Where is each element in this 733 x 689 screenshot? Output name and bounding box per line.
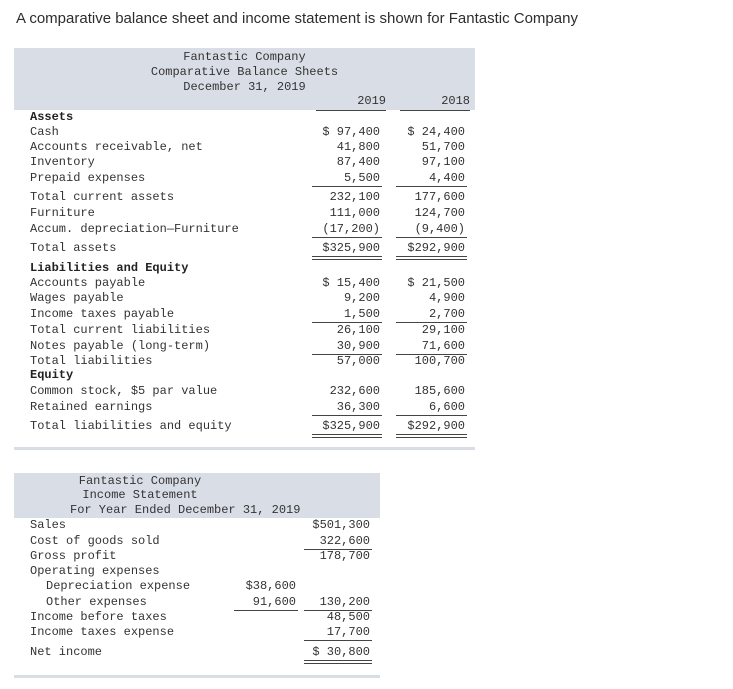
- bs-bottom-border: [14, 447, 475, 450]
- bs-row-label: Income taxes payable: [30, 307, 175, 321]
- year-2018-header: 2018: [400, 94, 470, 111]
- is-row-label: Gross profit: [30, 549, 117, 563]
- is-row: [14, 564, 380, 580]
- bs-value-2018: 4,900: [428, 291, 465, 305]
- bs-row: [14, 241, 475, 257]
- is-row: [14, 645, 380, 661]
- is-outer-value: $ 30,800: [306, 645, 370, 659]
- bs-value-2018: $292,900: [398, 419, 465, 433]
- bs-row-label: Accounts receivable, net: [30, 140, 203, 154]
- bs-value-2018: 124,700: [414, 206, 465, 220]
- bs-value-2018: 51,700: [421, 140, 465, 154]
- balance-sheet-header: [14, 48, 475, 110]
- bs-value-2018: (9,400): [398, 222, 465, 236]
- is-row-label: Income taxes expense: [30, 625, 175, 639]
- is-inner-value: 91,600: [236, 595, 296, 609]
- bs-row: [14, 125, 475, 141]
- bs-row: [14, 222, 475, 238]
- bs-row-label: Accum. depreciation—Furniture: [30, 222, 239, 236]
- is-row: [14, 579, 380, 595]
- is-row: [14, 610, 380, 626]
- bs-row: [14, 140, 475, 156]
- bs-header-line-2: Comparative Balance Sheets: [150, 65, 339, 79]
- is-header-line-2: Income Statement: [82, 488, 198, 502]
- bs-value-2018: 100,700: [414, 354, 465, 368]
- bs-row-label: Liabilities and Equity: [30, 261, 189, 275]
- bs-value-2018: 29,100: [421, 323, 465, 337]
- bs-value-2019: 9,200: [343, 291, 380, 305]
- bs-row: [14, 261, 475, 277]
- is-outer-value: 322,600: [306, 534, 370, 548]
- bs-row-label: Common stock, $5 par value: [30, 384, 218, 398]
- bs-row-label: Wages payable: [30, 291, 124, 305]
- is-outer-value: $501,300: [312, 518, 370, 532]
- bs-row: [14, 171, 475, 187]
- bs-row-label: Total liabilities and equity: [30, 419, 232, 433]
- is-outer-value: 48,500: [326, 610, 370, 624]
- bs-value-2019: 232,600: [329, 384, 380, 398]
- bs-row: [14, 339, 475, 355]
- bs-value-2019: 1,500: [314, 307, 380, 321]
- bs-row-label: Prepaid expenses: [30, 171, 146, 185]
- is-bottom-border: [14, 675, 380, 678]
- bs-value-2018: 185,600: [414, 384, 465, 398]
- bs-row-label: Cash: [30, 125, 59, 139]
- is-row: [14, 518, 380, 534]
- bs-row-label: Notes payable (long-term): [30, 339, 211, 353]
- is-header-line-1: Fantastic Company: [78, 474, 202, 488]
- bs-row-label: Accounts payable: [30, 276, 146, 290]
- bs-row: [14, 291, 475, 307]
- bs-value-2018: 177,600: [414, 190, 465, 204]
- bs-row-label: Inventory: [30, 155, 95, 169]
- is-inner-value: $38,600: [245, 579, 296, 593]
- is-row: [14, 595, 380, 611]
- year-2019-header: 2019: [316, 94, 386, 111]
- bs-row: [14, 155, 475, 171]
- bs-header-line-1: Fantastic Company: [183, 50, 306, 64]
- bs-row-label: Total assets: [30, 241, 117, 255]
- bs-row: [14, 190, 475, 206]
- is-outer-value: 178,700: [319, 549, 370, 563]
- bs-row-label: Assets: [30, 110, 74, 124]
- bs-value-2019: 87,400: [336, 155, 380, 169]
- bs-value-2019: $ 97,400: [322, 125, 380, 139]
- bs-row: [14, 323, 475, 339]
- bs-value-2019: $ 15,400: [322, 276, 380, 290]
- bs-row: [14, 368, 475, 384]
- bs-row: [14, 384, 475, 400]
- is-row-label: Depreciation expense: [46, 579, 191, 593]
- bs-row: [14, 276, 475, 292]
- bs-value-2019: 36,300: [314, 400, 380, 414]
- is-row: [14, 625, 380, 641]
- bs-value-2018: $ 21,500: [407, 276, 465, 290]
- income-statement: [14, 473, 380, 678]
- bs-row-label: Furniture: [30, 206, 95, 220]
- is-outer-value: 130,200: [306, 595, 370, 609]
- bs-value-2019: (17,200): [314, 222, 380, 236]
- is-row-label: Other expenses: [46, 595, 147, 609]
- is-row: [14, 534, 380, 550]
- bs-row: [14, 307, 475, 323]
- bs-value-2019: 111,000: [329, 206, 380, 220]
- bs-value-2018: 6,600: [398, 400, 465, 414]
- bs-value-2018: 97,100: [421, 155, 465, 169]
- bs-value-2019: $325,900: [314, 419, 380, 433]
- bs-row-label: Total current liabilities: [30, 323, 211, 337]
- is-row-label: Net income: [30, 645, 103, 659]
- income-statement-header: [14, 473, 380, 518]
- bs-value-2018: 71,600: [398, 339, 465, 353]
- is-outer-value: 17,700: [306, 625, 370, 639]
- bs-value-2018: 4,400: [398, 171, 465, 185]
- bs-row-label: Retained earnings: [30, 400, 153, 414]
- bs-value-2019: $325,900: [314, 241, 380, 255]
- bs-row-label: Equity: [30, 368, 74, 382]
- bs-value-2018: $ 24,400: [407, 125, 465, 139]
- is-row-label: Operating expenses: [30, 564, 160, 578]
- bs-row: [14, 419, 475, 435]
- bs-value-2019: 57,000: [336, 354, 380, 368]
- is-row-label: Cost of goods sold: [30, 534, 160, 548]
- bs-value-2019: 30,900: [314, 339, 380, 353]
- bs-row-label: Total current assets: [30, 190, 175, 204]
- balance-sheet: [14, 48, 475, 450]
- bs-row: [14, 400, 475, 416]
- bs-value-2018: $292,900: [398, 241, 465, 255]
- bs-header-line-3: December 31, 2019: [183, 80, 306, 94]
- is-row: [14, 549, 380, 565]
- is-row-label: Income before taxes: [30, 610, 167, 624]
- bs-value-2019: 232,100: [329, 190, 380, 204]
- bs-row-label: Total liabilities: [30, 354, 153, 368]
- bs-value-2019: 5,500: [314, 171, 380, 185]
- is-row-label: Sales: [30, 518, 67, 532]
- bs-value-2019: 26,100: [336, 323, 380, 337]
- bs-row: [14, 110, 475, 126]
- bs-value-2018: 2,700: [398, 307, 465, 321]
- intro-text: A comparative balance sheet and income statement is shown for Fantastic Company: [16, 10, 578, 27]
- bs-value-2019: 41,800: [336, 140, 380, 154]
- bs-row: [14, 206, 475, 222]
- is-header-line-3: For Year Ended December 31, 2019: [70, 503, 301, 517]
